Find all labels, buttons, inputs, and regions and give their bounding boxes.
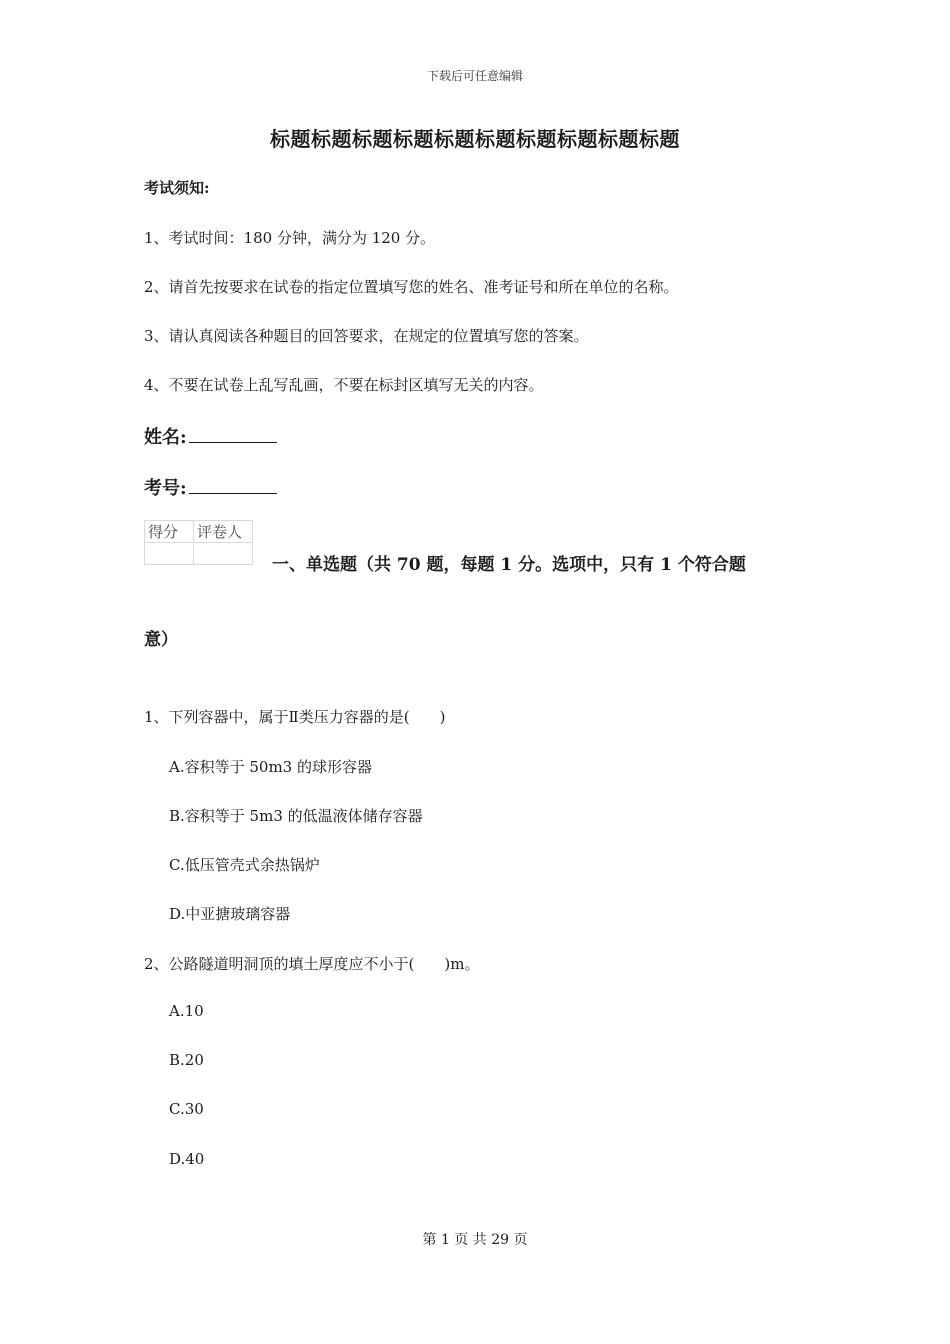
question-2-option-c: C.30 <box>169 1100 204 1118</box>
score-cell <box>145 543 194 565</box>
question-1-option-b: B.容积等于 5m3 的低温液体储存容器 <box>169 807 423 825</box>
section-title-line1: 一、单选题（共 70 题，每题 1 分。选项中，只有 1 个符合题 <box>272 555 746 575</box>
question-2: 2、公路隧道明洞顶的填土厚度应不小于( )m。 <box>144 955 480 973</box>
document-title: 标题标题标题标题标题标题标题标题标题标题 <box>270 127 680 151</box>
exam-id-field <box>144 474 277 500</box>
notice-heading: 考试须知: <box>144 179 210 197</box>
grader-header: 评卷人 <box>194 521 253 543</box>
exam-id-field-label: 考号: <box>144 478 187 499</box>
notice-item: 2、请首先按要求在试卷的指定位置填写您的姓名、准考证号和所在单位的名称。 <box>144 278 679 296</box>
name-field <box>144 423 277 449</box>
question-1-option-d: D.中亚搪玻璃容器 <box>169 905 291 923</box>
name-field-blank[interactable] <box>189 424 277 443</box>
notice-item: 4、不要在试卷上乱写乱画，不要在标封区填写无关的内容。 <box>144 376 544 394</box>
score-header: 得分 <box>145 521 194 543</box>
notice-item: 1、考试时间：180 分钟，满分为 120 分。 <box>144 229 436 247</box>
question-2-option-d: D.40 <box>169 1150 205 1168</box>
notice-item: 3、请认真阅读各种题目的回答要求，在规定的位置填写您的答案。 <box>144 327 589 345</box>
question-2-option-a: A.10 <box>169 1002 204 1020</box>
exam-id-field-blank[interactable] <box>189 475 277 494</box>
question-1: 1、下列容器中，属于Ⅱ类压力容器的是( ) <box>144 708 446 726</box>
header-note: 下载后可任意编辑 <box>426 69 523 83</box>
question-1-option-a: A.容积等于 50m3 的球形容器 <box>169 758 372 776</box>
name-field-label: 姓名: <box>144 427 187 448</box>
score-table <box>144 520 253 565</box>
question-2-option-b: B.20 <box>169 1051 204 1069</box>
grader-cell <box>194 543 253 565</box>
section-title-line2: 意） <box>144 630 178 650</box>
page-footer: 第 1 页 共 29 页 <box>422 1232 528 1248</box>
question-1-option-c: C.低压管壳式余热锅炉 <box>169 856 320 874</box>
